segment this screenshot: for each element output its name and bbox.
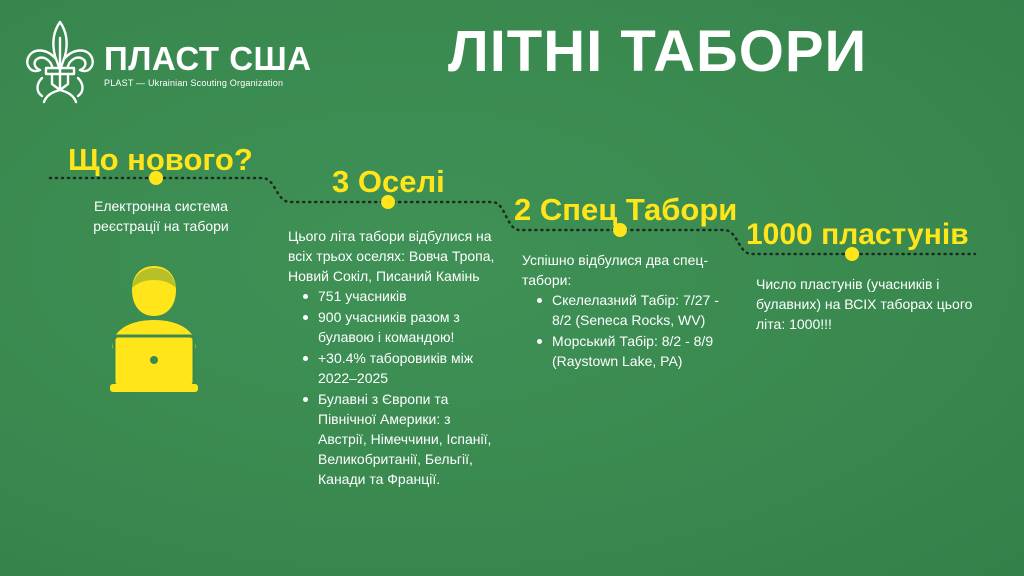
section-heading-new: Що нового? (68, 142, 253, 177)
section-text-new: Електронна система реєстрації на табори (93, 198, 229, 234)
section-heading-oseli: 3 Оселі (332, 164, 445, 199)
section-heading-spec-camps: 2 Спец Табори (514, 192, 738, 227)
list-item: Булавні з Європи та Північної Америки: з Австрії, Німеччини, Іспанії, Великобританії, Бельгії, Канади та Франції. (318, 389, 500, 489)
list-item: Морський Табір: 8/2 - 8/9 (Raystown Lake, PA) (552, 331, 727, 371)
list-item: Скелелазний Табір: 7/27 - 8/2 (Seneca Rocks, WV) (552, 290, 727, 330)
section-text-spec-camps: Успішно відбулися два спец-табори: (522, 252, 709, 288)
section-text-1000: Число пластунів (учасників і булавних) на ВСІХ таборах цього літа: 1000!!! (756, 276, 973, 332)
person-laptop-icon (108, 262, 200, 394)
bullet-list-oseli (288, 286, 500, 489)
section-text-oseli: Цього літа табори відбулися на всіх трьох оселях: Вовча Тропа, Новий Сокіл, Писаний Камінь (288, 228, 495, 284)
list-item: 751 учасників (318, 286, 500, 306)
bullet-list-spec-camps (522, 290, 727, 371)
section-body-oseli (288, 226, 500, 490)
section-heading-1000: 1000 пластунів (746, 218, 969, 251)
logo-name: ПЛАСТ США (104, 40, 312, 77)
page-title: ЛІТНІ ТАБОРИ (448, 19, 868, 84)
logo-tagline: PLAST — Ukrainian Scouting Organization (104, 78, 284, 88)
section-body-spec-camps (522, 250, 727, 372)
list-item: 900 учасників разом з булавою і командою! (318, 307, 500, 347)
list-item: +30.4% таборовиків між 2022–2025 (318, 348, 500, 388)
